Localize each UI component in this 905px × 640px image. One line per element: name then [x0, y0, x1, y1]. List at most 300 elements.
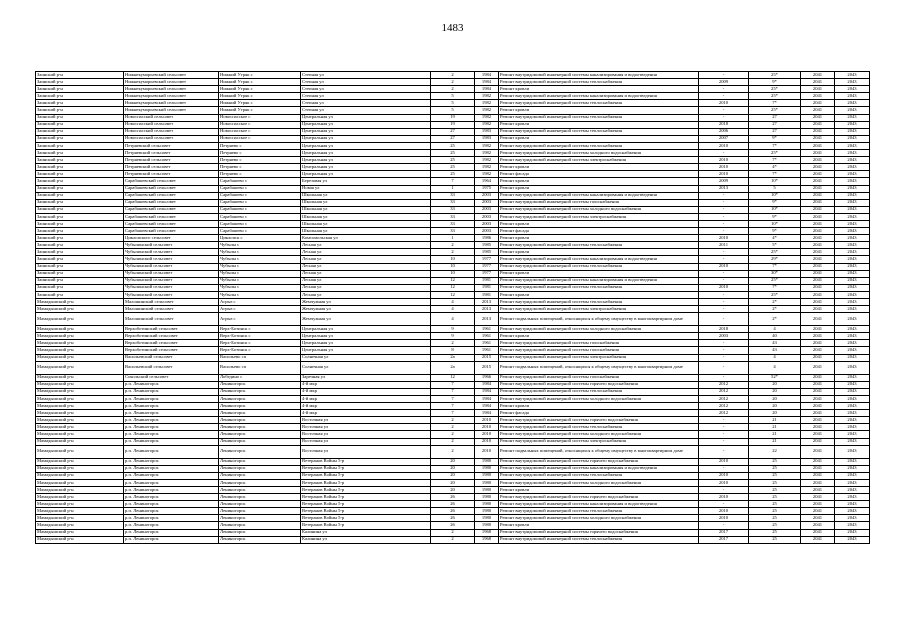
cell-district: Мамадышский р-н — [36, 508, 124, 515]
cell-service-life: 4* — [749, 164, 801, 171]
cell-municipality: р.п. Лениногорск — [124, 410, 219, 417]
cell-service-life: 4 — [749, 361, 801, 374]
cell-period-end: 2043 — [835, 284, 870, 291]
table-row — [36, 410, 870, 417]
cell-municipality: Малошинский сельсовет — [124, 299, 219, 306]
cell-last-repair: - — [699, 199, 749, 206]
cell-settlement: Лениногорск — [219, 410, 301, 417]
cell-year: 1984 — [475, 388, 499, 395]
cell-settlement: Агрыз с — [219, 299, 301, 306]
cell-last-repair: - — [699, 424, 749, 431]
cell-year: 2010 — [475, 431, 499, 438]
cell-house: 27 — [431, 135, 475, 142]
cell-period-end: 2043 — [835, 424, 870, 431]
cell-street: Солнечная ул — [301, 361, 431, 374]
cell-work: Ремонт внутридомовой инженерной системы горячего водоснабжения — [499, 529, 699, 536]
cell-period-end: 2043 — [835, 395, 870, 402]
cell-year: 1981 — [475, 284, 499, 291]
cell-municipality: Сарабашевский сельсовет — [124, 192, 219, 199]
cell-year: 1968 — [475, 536, 499, 543]
cell-street: Ветеранов Войны 5-р — [301, 522, 431, 529]
cell-period-start: 2041 — [801, 114, 835, 121]
table-row — [36, 249, 870, 256]
cell-period-start: 2041 — [801, 515, 835, 522]
cell-settlement: Сарабашево с — [219, 199, 301, 206]
cell-period-end: 2043 — [835, 228, 870, 235]
cell-period-start: 2041 — [801, 79, 835, 86]
table-row — [36, 529, 870, 536]
cell-municipality: р.п. Лениногорск — [124, 522, 219, 529]
cell-period-end: 2043 — [835, 438, 870, 445]
cell-settlement: Сарабашево с — [219, 185, 301, 192]
cell-municipality: Верхоботинский сельсовет — [124, 333, 219, 340]
cell-work: Ремонт внутридомовой инженерной системы теплоснабжения — [499, 299, 699, 306]
cell-settlement: Новоспасское с — [219, 128, 301, 135]
cell-street: Ветеранов Войны 5-р — [301, 472, 431, 479]
cell-work: Ремонт кровли — [499, 522, 699, 529]
cell-year: 2015 — [475, 354, 499, 361]
cell-period-end: 2043 — [835, 199, 870, 206]
cell-district: Заинский р-н — [36, 128, 124, 135]
table-row — [36, 381, 870, 388]
cell-last-repair: 2010 — [699, 142, 749, 149]
cell-house: 2 — [431, 417, 475, 424]
cell-year: 1984 — [475, 79, 499, 86]
cell-period-start: 2041 — [801, 403, 835, 410]
cell-municipality: р.п. Лениногорск — [124, 508, 219, 515]
cell-period-start: 2041 — [801, 185, 835, 192]
cell-last-repair: 2010 — [699, 157, 749, 164]
cell-work: Ремонт внутридомовой инженерной системы холодного водоснабжения — [499, 150, 699, 157]
cell-municipality: Чубылинский сельсовет — [124, 242, 219, 249]
cell-street: Центральная ул — [301, 171, 431, 178]
cell-settlement: Лениногорск — [219, 381, 301, 388]
cell-settlement: Нижний Утряк с — [219, 79, 301, 86]
cell-last-repair: 2010 — [699, 472, 749, 479]
cell-district: Заинский р-н — [36, 114, 124, 121]
cell-period-end: 2043 — [835, 354, 870, 361]
cell-street: Лесная ул — [301, 249, 431, 256]
cell-house: 33 — [431, 199, 475, 206]
cell-work: Ремонт фасада — [499, 228, 699, 235]
cell-service-life: 25 — [749, 486, 801, 493]
cell-settlement: Петряево с — [219, 150, 301, 157]
cell-house: 2 — [431, 340, 475, 347]
cell-period-start: 2041 — [801, 529, 835, 536]
cell-settlement: Агрыз с — [219, 306, 301, 313]
cell-service-life: 10* — [749, 178, 801, 185]
cell-work: Ремонт внутридомовой инженерной системы горячего водоснабжения — [499, 417, 699, 424]
cell-street: Школьная ул — [301, 206, 431, 213]
cell-period-end: 2043 — [835, 403, 870, 410]
cell-service-life: 25* — [749, 291, 801, 298]
cell-municipality: Чубылинский сельсовет — [124, 263, 219, 270]
cell-street: Калинина ул — [301, 536, 431, 543]
cell-service-life: 25* — [749, 72, 801, 79]
cell-period-start: 2041 — [801, 326, 835, 333]
cell-last-repair: 2009 — [699, 79, 749, 86]
cell-house: 2 — [431, 72, 475, 79]
cell-work: Ремонт кровли — [499, 270, 699, 277]
table-row — [36, 479, 870, 486]
cell-last-repair: 2018 — [699, 326, 749, 333]
cell-district: Заинский р-н — [36, 171, 124, 178]
cell-period-end: 2043 — [835, 501, 870, 508]
cell-period-end: 2043 — [835, 508, 870, 515]
cell-period-start: 2041 — [801, 395, 835, 402]
cell-service-life: 43 — [749, 347, 801, 354]
cell-period-end: 2043 — [835, 515, 870, 522]
cell-year: 1981 — [475, 277, 499, 284]
cell-year: 1982 — [475, 142, 499, 149]
cell-service-life: 7* — [749, 284, 801, 291]
table-row — [36, 347, 870, 354]
cell-period-start: 2041 — [801, 142, 835, 149]
cell-settlement: Лениногорск — [219, 486, 301, 493]
cell-last-repair: 2010 — [699, 164, 749, 171]
table-row — [36, 431, 870, 438]
cell-last-repair: - — [699, 465, 749, 472]
cell-district: Заинский р-н — [36, 185, 124, 192]
cell-period-end: 2043 — [835, 333, 870, 340]
table-row — [36, 417, 870, 424]
cell-house: 2 — [431, 86, 475, 93]
table-row — [36, 299, 870, 306]
cell-last-repair: 2010 — [699, 479, 749, 486]
cell-last-repair: - — [699, 354, 749, 361]
cell-street: Степная ул — [301, 79, 431, 86]
table-row — [36, 501, 870, 508]
cell-street: Центральная ул — [301, 347, 431, 354]
cell-work: Ремонт внутридомовой инженерной системы канализирования и водоотведения — [499, 277, 699, 284]
cell-district: Мамадышский р-н — [36, 417, 124, 424]
cell-period-start: 2041 — [801, 354, 835, 361]
cell-municipality: р.п. Лениногорск — [124, 465, 219, 472]
cell-settlement: Верх-Ботинск с — [219, 340, 301, 347]
cell-district: Мамадышский р-н — [36, 472, 124, 479]
cell-period-start: 2041 — [801, 522, 835, 529]
cell-period-start: 2041 — [801, 164, 835, 171]
cell-service-life: 5 — [749, 185, 801, 192]
cell-municipality: Сарабашевский сельсовет — [124, 220, 219, 227]
cell-municipality: р.п. Лениногорск — [124, 417, 219, 424]
cell-year: 1982 — [475, 150, 499, 157]
cell-last-repair: - — [699, 438, 749, 445]
cell-work: Ремонт кровли — [499, 135, 699, 142]
cell-period-end: 2043 — [835, 313, 870, 326]
cell-street: Калинина ул — [301, 529, 431, 536]
cell-period-start: 2041 — [801, 128, 835, 135]
cell-period-end: 2043 — [835, 220, 870, 227]
table-row — [36, 72, 870, 79]
cell-municipality: р.п. Лениногорск — [124, 445, 219, 458]
cell-last-repair: - — [699, 445, 749, 458]
cell-settlement: Лениногорск — [219, 465, 301, 472]
cell-year: 2003 — [475, 199, 499, 206]
cell-house: 9 — [431, 333, 475, 340]
cell-house: 7 — [431, 410, 475, 417]
cell-municipality: р.п. Лениногорск — [124, 403, 219, 410]
cell-work: Ремонт внутридомовой инженерной системы теплоснабжения — [499, 100, 699, 107]
cell-year: 1985 — [475, 242, 499, 249]
cell-service-life: 20 — [749, 395, 801, 402]
cell-street: Жемчужная ул — [301, 299, 431, 306]
cell-year: 2010 — [475, 438, 499, 445]
cell-district: Заинский р-н — [36, 199, 124, 206]
cell-period-end: 2043 — [835, 164, 870, 171]
cell-municipality: Петряевский сельсовет — [124, 164, 219, 171]
cell-year: 1986 — [475, 235, 499, 242]
cell-period-end: 2043 — [835, 185, 870, 192]
cell-settlement: Сарабашево с — [219, 220, 301, 227]
cell-service-life: 25* — [749, 107, 801, 114]
cell-year: 1980 — [475, 494, 499, 501]
cell-municipality: р.п. Лениногорск — [124, 424, 219, 431]
cell-district: Мамадышский р-н — [36, 536, 124, 543]
cell-house: 12 — [431, 284, 475, 291]
cell-service-life: 52* — [749, 374, 801, 381]
cell-work: Ремонт кровли — [499, 403, 699, 410]
cell-settlement: Лениногорск — [219, 472, 301, 479]
cell-municipality: Чубылинский сельсовет — [124, 249, 219, 256]
cell-year: 1983 — [475, 128, 499, 135]
cell-period-start: 2041 — [801, 299, 835, 306]
cell-work: Ремонт внутридомовой инженерной системы теплоснабжения — [499, 242, 699, 249]
cell-service-life: 21 — [749, 438, 801, 445]
cell-work: Ремонт внутридомовой инженерной системы холодного водоснабжения — [499, 206, 699, 213]
cell-municipality: р.п. Лениногорск — [124, 479, 219, 486]
cell-period-start: 2041 — [801, 213, 835, 220]
cell-last-repair: - — [699, 417, 749, 424]
table-row — [36, 284, 870, 291]
cell-house: 2 — [431, 79, 475, 86]
cell-settlement: Лениногорск — [219, 479, 301, 486]
cell-period-start: 2041 — [801, 206, 835, 213]
cell-municipality: Верхоботинский сельсовет — [124, 347, 219, 354]
cell-year: 1980 — [475, 479, 499, 486]
cell-year: 1982 — [475, 171, 499, 178]
cell-period-start: 2041 — [801, 501, 835, 508]
cell-last-repair: 2017 — [699, 529, 749, 536]
cell-municipality: Нижнекуморьевский сельсовет — [124, 79, 219, 86]
cell-last-repair: - — [699, 299, 749, 306]
cell-house: 2 — [431, 445, 475, 458]
cell-district: Мамадышский р-н — [36, 403, 124, 410]
cell-period-end: 2043 — [835, 157, 870, 164]
cell-work: Ремонт внутридомовой инженерной системы теплоснабжения — [499, 536, 699, 543]
cell-work: Ремонт внутридомовой инженерной системы электроснабжения — [499, 306, 699, 313]
cell-period-start: 2041 — [801, 333, 835, 340]
cell-work: Ремонт кровли — [499, 249, 699, 256]
table-row — [36, 178, 870, 185]
cell-street: Восточная ул — [301, 445, 431, 458]
cell-settlement: Лениногорск — [219, 388, 301, 395]
cell-street: Центральная ул — [301, 150, 431, 157]
table-row — [36, 340, 870, 347]
cell-settlement: Лобедино с — [219, 374, 301, 381]
cell-street: Комсомольская ул — [301, 235, 431, 242]
cell-municipality: р.п. Лениногорск — [124, 486, 219, 493]
cell-district: Мамадышский р-н — [36, 515, 124, 522]
cell-municipality: Чубылинский сельсовет — [124, 256, 219, 263]
cell-district: Заинский р-н — [36, 164, 124, 171]
cell-year: 1964 — [475, 178, 499, 185]
cell-year: 1966 — [475, 374, 499, 381]
cell-service-life: 10* — [749, 192, 801, 199]
table-row — [36, 277, 870, 284]
cell-period-end: 2043 — [835, 93, 870, 100]
cell-house: 7 — [431, 395, 475, 402]
cell-work: Ремонт внутридомовой инженерной системы электроснабжения — [499, 438, 699, 445]
cell-municipality: р.п. Лениногорск — [124, 381, 219, 388]
cell-service-life: 21 — [749, 424, 801, 431]
cell-municipality: Сарабашевский сельсовет — [124, 178, 219, 185]
table-row — [36, 486, 870, 493]
cell-service-life: 9* — [749, 199, 801, 206]
cell-street: 4-й мкр — [301, 388, 431, 395]
cell-municipality: Сарабашевский сельсовет — [124, 199, 219, 206]
cell-period-end: 2043 — [835, 536, 870, 543]
cell-work: Ремонт внутридомовой инженерной системы холодного водоснабжения — [499, 515, 699, 522]
cell-year: 1961 — [475, 326, 499, 333]
cell-service-life: 22 — [749, 445, 801, 458]
cell-work: Ремонт кровли — [499, 291, 699, 298]
cell-house: 4 — [431, 299, 475, 306]
cell-municipality: Малошинский сельсовет — [124, 306, 219, 313]
cell-service-life: 25 — [749, 465, 801, 472]
cell-period-start: 2041 — [801, 472, 835, 479]
cell-district: Мамадышский р-н — [36, 501, 124, 508]
table-row — [36, 128, 870, 135]
cell-period-start: 2041 — [801, 107, 835, 114]
cell-settlement: Нижний Утряк с — [219, 107, 301, 114]
cell-work: Ремонт кровли — [499, 235, 699, 242]
cell-municipality: Сарабашевский сельсовет — [124, 213, 219, 220]
cell-street: Ветеранов Войны 5-р — [301, 501, 431, 508]
cell-year: 1980 — [475, 472, 499, 479]
cell-last-repair: - — [699, 249, 749, 256]
cell-period-end: 2043 — [835, 206, 870, 213]
cell-year: 2003 — [475, 228, 499, 235]
cell-period-start: 2041 — [801, 171, 835, 178]
table-row — [36, 114, 870, 121]
cell-district: Мамадышский р-н — [36, 410, 124, 417]
table-row — [36, 361, 870, 374]
cell-house: 2 — [431, 536, 475, 543]
table-row — [36, 171, 870, 178]
cell-street: Восточная ул — [301, 431, 431, 438]
cell-year: 1985 — [475, 249, 499, 256]
cell-work: Ремонт внутридомовой инженерной системы теплоснабжения — [499, 79, 699, 86]
cell-street: Ветеранов Войны 5-р — [301, 465, 431, 472]
cell-period-end: 2043 — [835, 72, 870, 79]
table-row — [36, 374, 870, 381]
cell-period-end: 2043 — [835, 213, 870, 220]
cell-service-life: 29* — [749, 256, 801, 263]
cell-settlement: Лениногорск — [219, 431, 301, 438]
cell-municipality: Новоспасский сельсовет — [124, 135, 219, 142]
cell-last-repair: - — [699, 501, 749, 508]
cell-period-start: 2041 — [801, 242, 835, 249]
cell-work: Ремонт внутридомовой инженерной системы канализирования и водоотведения — [499, 501, 699, 508]
cell-municipality: Сарабашевский сельсовет — [124, 206, 219, 213]
cell-year: 2010 — [475, 424, 499, 431]
cell-year: 1980 — [475, 458, 499, 465]
cell-period-end: 2043 — [835, 340, 870, 347]
cell-work: Ремонт кровли — [499, 486, 699, 493]
table-row — [36, 86, 870, 93]
cell-district: Заинский р-н — [36, 228, 124, 235]
cell-year: 1980 — [475, 465, 499, 472]
cell-work: Ремонт фасада — [499, 410, 699, 417]
cell-district: Заинский р-н — [36, 263, 124, 270]
cell-period-start: 2041 — [801, 263, 835, 270]
cell-work: Ремонт подвальных помещений, относящихся к общему имуществу в многоквартирном доме — [499, 313, 699, 326]
cell-street: Школьная ул — [301, 199, 431, 206]
cell-service-life: 10* — [749, 220, 801, 227]
cell-house: 1 — [431, 185, 475, 192]
table-row — [36, 235, 870, 242]
cell-period-start: 2041 — [801, 93, 835, 100]
cell-work: Ремонт внутридомовой инженерной системы газоснабжения — [499, 374, 699, 381]
cell-last-repair: 2011 — [699, 242, 749, 249]
cell-period-start: 2041 — [801, 270, 835, 277]
cell-house: 25 — [431, 142, 475, 149]
cell-municipality: Сарабашевский сельсовет — [124, 185, 219, 192]
cell-settlement: Лениногорск — [219, 508, 301, 515]
table-row — [36, 313, 870, 326]
cell-municipality: р.п. Лениногорск — [124, 388, 219, 395]
cell-house: 26 — [431, 508, 475, 515]
cell-work: Ремонт внутридомовой инженерной системы газоснабжения — [499, 199, 699, 206]
cell-municipality: Чубылинский сельсовет — [124, 284, 219, 291]
cell-settlement: Лениногорск — [219, 515, 301, 522]
cell-period-start: 2041 — [801, 465, 835, 472]
cell-district: Мамадышский р-н — [36, 340, 124, 347]
cell-period-start: 2041 — [801, 178, 835, 185]
cell-work: Ремонт внутридомовой инженерной системы теплоснабжения — [499, 284, 699, 291]
cell-settlement: Чубылы с — [219, 270, 301, 277]
cell-street: Лесная ул — [301, 242, 431, 249]
cell-house: 10 — [431, 256, 475, 263]
cell-work: Ремонт кровли — [499, 164, 699, 171]
cell-house: 25 — [431, 171, 475, 178]
cell-settlement: Циклопск с — [219, 235, 301, 242]
cell-district: Мамадышский р-н — [36, 522, 124, 529]
cell-period-start: 2041 — [801, 157, 835, 164]
cell-work: Ремонт внутридомовой инженерной системы теплоснабжения — [499, 114, 699, 121]
cell-house: 26 — [431, 501, 475, 508]
cell-year: 1977 — [475, 256, 499, 263]
cell-period-start: 2041 — [801, 410, 835, 417]
table-row — [36, 388, 870, 395]
cell-period-end: 2043 — [835, 361, 870, 374]
cell-settlement: Петряево с — [219, 142, 301, 149]
cell-service-life: 25 — [749, 458, 801, 465]
cell-settlement: Чубылы с — [219, 284, 301, 291]
table-row — [36, 107, 870, 114]
cell-period-start: 2041 — [801, 256, 835, 263]
cell-municipality: Петряевский сельсовет — [124, 150, 219, 157]
cell-municipality: р.п. Лениногорск — [124, 472, 219, 479]
cell-settlement: Лениногорск — [219, 536, 301, 543]
table-row — [36, 213, 870, 220]
repair-schedule-table — [35, 71, 870, 544]
cell-period-end: 2043 — [835, 270, 870, 277]
cell-street: Солнечная ул — [301, 354, 431, 361]
cell-period-end: 2043 — [835, 100, 870, 107]
cell-period-end: 2043 — [835, 150, 870, 157]
